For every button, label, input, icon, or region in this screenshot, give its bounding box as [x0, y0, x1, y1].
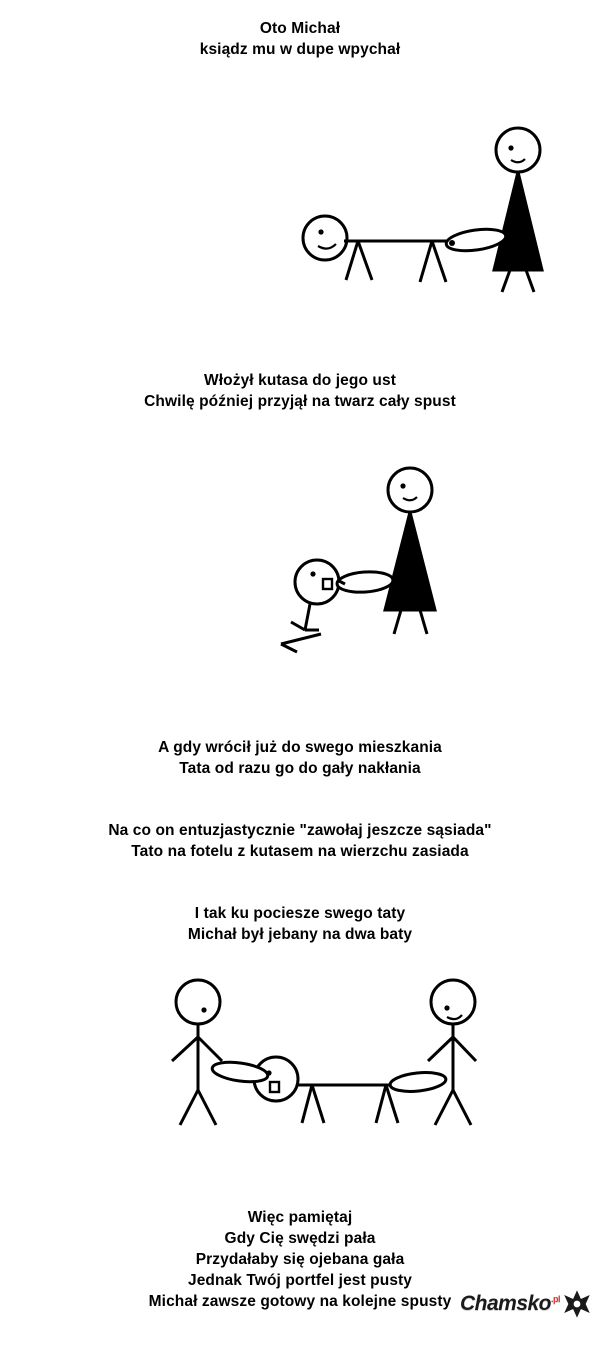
panel-3 — [160, 975, 490, 1155]
verse-4 — [0, 820, 600, 862]
stick-figure-scene-two — [255, 462, 475, 677]
stick-figure-scene-one — [280, 120, 570, 310]
verse-2-line-1: Włożył kutasa do jego ust — [204, 372, 396, 389]
panel-2 — [255, 462, 475, 682]
verse-2 — [0, 370, 600, 412]
verse-6-line-2: Gdy Cię swędzi pała — [224, 1230, 376, 1247]
watermark-suffix: .pl — [551, 1294, 560, 1304]
verse-6-line-1: Więc pamiętaj — [247, 1209, 353, 1226]
verse-6-line-3: Przydałaby się ojebana gała — [195, 1251, 405, 1268]
verse-4-line-1: Na co on entuzjastycznie "zawołaj jeszcze sąsiada" — [108, 822, 492, 839]
verse-4-line-2: Tato na fotelu z kutasem na wierzchu zasiada — [131, 843, 469, 860]
verse-5 — [0, 903, 600, 945]
watermark-logo-icon — [562, 1289, 592, 1319]
verse-3-line-1: A gdy wrócił już do swego mieszkania — [158, 739, 442, 756]
verse-5-line-2: Michał był jebany na dwa baty — [187, 926, 413, 943]
verse-5-line-1: I tak ku pociesze swego taty — [194, 905, 406, 922]
verse-1-line-2: ksiądz mu w dupe wpychał — [199, 41, 401, 58]
verse-3-line-2: Tata od razu go do gały nakłania — [179, 760, 421, 777]
verse-1-line-1: Oto Michał — [259, 20, 341, 37]
verse-1 — [0, 18, 600, 60]
verse-3 — [0, 737, 600, 779]
panel-1 — [280, 120, 570, 315]
stick-figure-scene-three — [160, 975, 490, 1150]
verse-6-line-4: Jednak Twój portfel jest pusty — [187, 1272, 413, 1289]
verse-6-line-5: Michał zawsze gotowy na kolejne spusty — [148, 1293, 452, 1310]
watermark-text — [460, 1292, 560, 1316]
watermark — [460, 1289, 592, 1319]
watermark-brand: Chamsko — [459, 1292, 551, 1315]
verse-2-line-2: Chwilę później przyjął na twarz cały spust — [144, 393, 456, 410]
